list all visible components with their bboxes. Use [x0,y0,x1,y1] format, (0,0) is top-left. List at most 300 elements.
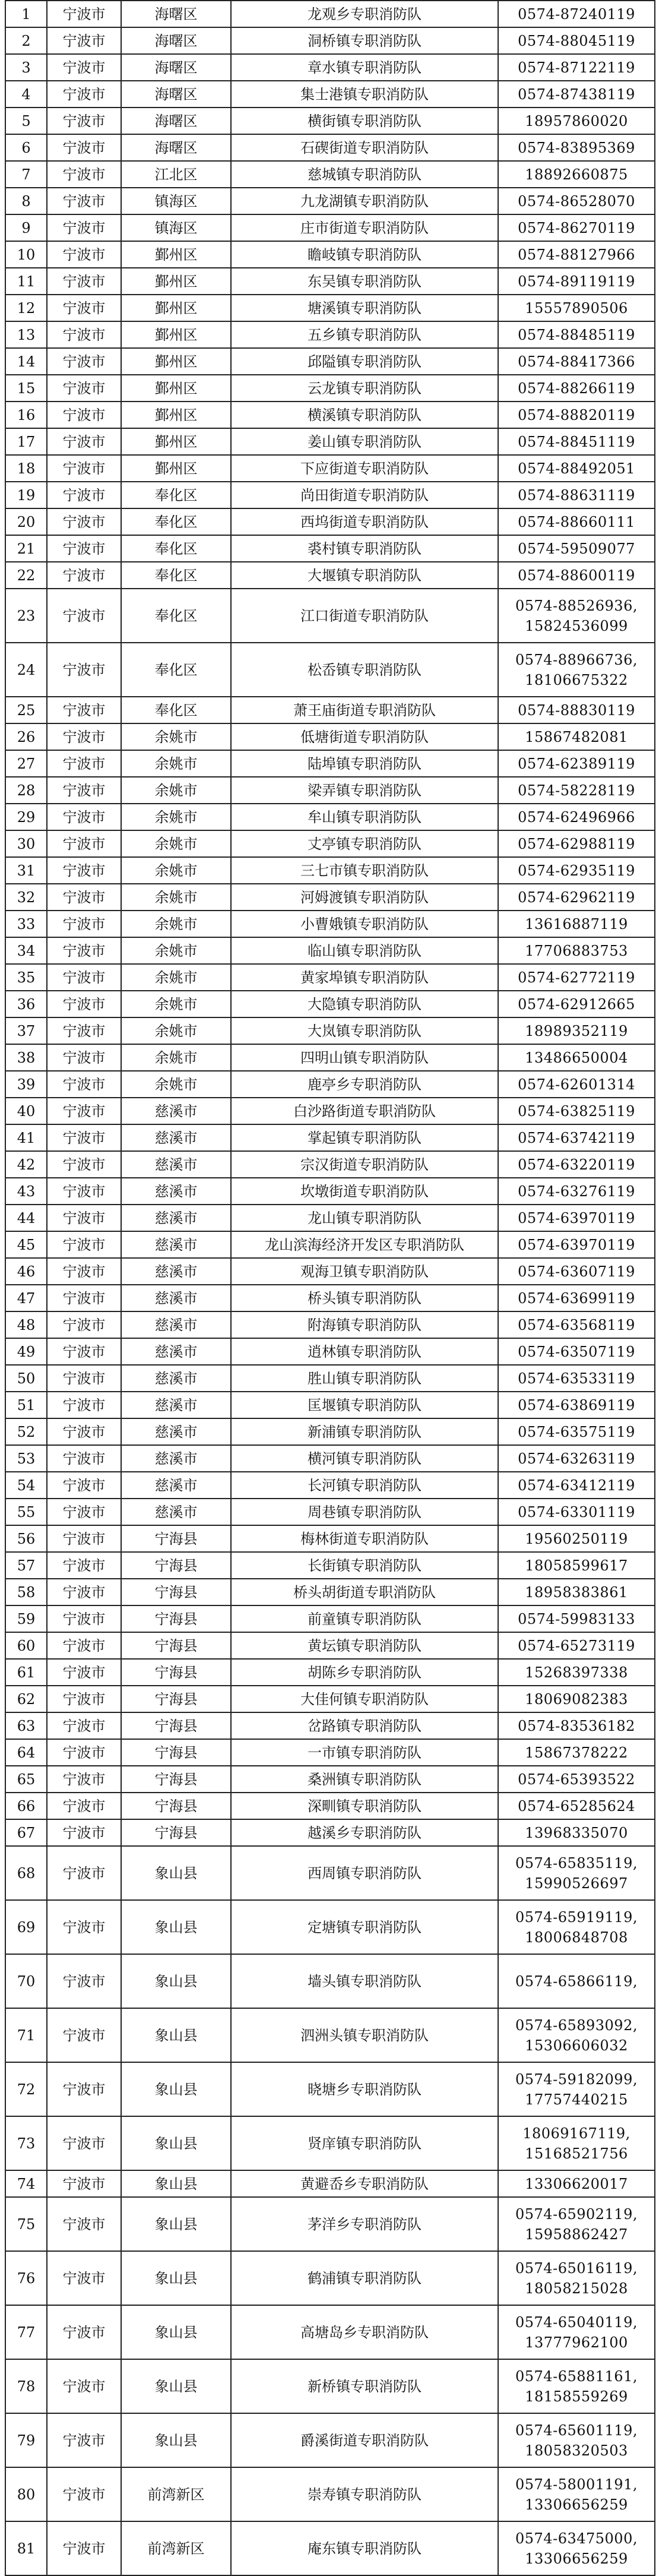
brigade-name-cell: 大隐镇专职消防队 [231,991,498,1017]
city-cell: 宁波市 [47,428,121,455]
city-cell: 宁波市 [47,535,121,562]
district-cell: 象山县 [121,2251,231,2305]
table-row [5,1659,655,1686]
phone-cell [498,455,655,482]
district-cell: 奉化区 [121,482,231,508]
phone-cell [498,1954,655,2008]
row-number-cell: 70 [5,1954,47,2008]
phone-cell [498,2467,655,2521]
brigade-name-cell: 附海镇专职消防队 [231,1311,498,1338]
table-row [5,508,655,535]
row-number-cell: 45 [5,1231,47,1258]
city-cell: 宁波市 [47,2251,121,2305]
phone-cell [498,1098,655,1124]
phone-cell [498,1392,655,1418]
phone-number: 0574-88966736, [515,651,638,668]
phone-cell [498,1846,655,1900]
brigade-name-cell: 临山镇专职消防队 [231,937,498,964]
phone-cell [498,804,655,830]
phone-number: 18958383861 [525,1583,628,1601]
table-row [5,54,655,81]
district-cell: 余姚市 [121,750,231,777]
row-number-cell: 56 [5,1525,47,1552]
city-cell: 宁波市 [47,508,121,535]
district-cell: 海曙区 [121,1,231,27]
phone-number: 0574-59983133 [518,1610,635,1627]
phone-number: 0574-63970119 [518,1236,635,1253]
city-cell: 宁波市 [47,1819,121,1846]
brigade-name-cell: 长街镇专职消防队 [231,1552,498,1579]
city-cell: 宁波市 [47,1311,121,1338]
phone-number: 18892660875 [525,166,628,183]
brigade-name-cell: 大佳何镇专职消防队 [231,1686,498,1712]
phone-cell [498,1632,655,1659]
city-cell: 宁波市 [47,1338,121,1365]
phone-cell [498,643,655,697]
row-number-cell: 80 [5,2467,47,2521]
brigade-name-cell: 龙观乡专职消防队 [231,1,498,27]
row-number-cell: 39 [5,1071,47,1098]
city-cell: 宁波市 [47,964,121,991]
brigade-name-cell: 胡陈乡专职消防队 [231,1659,498,1686]
district-cell: 余姚市 [121,857,231,884]
table-row [5,1178,655,1205]
row-number-cell: 71 [5,2008,47,2062]
phone-number: 17757440215 [525,2091,628,2108]
brigade-name-cell: 崇寿镇专职消防队 [231,2467,498,2521]
row-number-cell: 43 [5,1178,47,1205]
phone-number: 0574-65601119, [515,2422,638,2439]
phone-number: 0574-88045119 [518,32,635,49]
brigade-name-cell: 新浦镇专职消防队 [231,1418,498,1445]
row-number-cell: 15 [5,375,47,402]
phone-number: 0574-63263119 [518,1450,635,1467]
phone-cell [498,589,655,643]
table-row [5,1124,655,1151]
district-cell: 余姚市 [121,804,231,830]
table-row [5,1499,655,1525]
table-row [5,1365,655,1392]
row-number-cell: 5 [5,108,47,134]
phone-number: 0574-86528070 [518,192,635,210]
row-number-cell: 33 [5,911,47,937]
phone-number: 0574-87240119 [518,5,635,23]
phone-cell [498,2521,655,2575]
table-row [5,482,655,508]
table-row [5,643,655,697]
district-cell: 鄞州区 [121,375,231,402]
city-cell: 宁波市 [47,1579,121,1605]
phone-cell [498,81,655,108]
phone-cell [498,482,655,508]
phone-cell [498,27,655,54]
table-row [5,375,655,402]
city-cell: 宁波市 [47,1178,121,1205]
row-number-cell: 20 [5,508,47,535]
district-cell: 海曙区 [121,27,231,54]
city-cell: 宁波市 [47,2521,121,2575]
phone-cell [498,2359,655,2413]
phone-number: 15867378222 [525,1744,628,1761]
table-row [5,161,655,188]
row-number-cell: 12 [5,295,47,321]
row-number-cell: 13 [5,321,47,348]
phone-cell [498,375,655,402]
brigade-name-cell: 萧王庙街道专职消防队 [231,697,498,723]
phone-cell [498,2170,655,2197]
row-number-cell: 68 [5,1846,47,1900]
district-cell: 象山县 [121,2413,231,2467]
phone-number: 0574-62912665 [518,995,635,1013]
row-number-cell: 53 [5,1445,47,1472]
city-cell: 宁波市 [47,455,121,482]
phone-number: 0574-88485119 [518,326,635,343]
brigade-name-cell: 尚田街道专职消防队 [231,482,498,508]
phone-number: 18006848708 [525,1929,628,1946]
phone-number: 0574-59509077 [518,540,635,557]
brigade-name-cell: 庵东镇专职消防队 [231,2521,498,2575]
table-row [5,1954,655,2008]
table-row [5,589,655,643]
city-cell: 宁波市 [47,375,121,402]
phone-number: 0574-83895369 [518,139,635,156]
row-number-cell: 46 [5,1258,47,1285]
phone-number: 0574-63699119 [518,1289,635,1307]
district-cell: 宁海县 [121,1712,231,1739]
phone-number: 13616887119 [525,915,628,933]
phone-number: 13306656259 [525,2550,628,2567]
phone-number: 0574-62962119 [518,889,635,906]
city-cell: 宁波市 [47,1231,121,1258]
table-row [5,964,655,991]
city-cell: 宁波市 [47,1605,121,1632]
table-row [5,857,655,884]
district-cell: 海曙区 [121,108,231,134]
phone-number: 13306656259 [525,2496,628,2513]
district-cell: 慈溪市 [121,1258,231,1285]
brigade-name-cell: 下应街道专职消防队 [231,455,498,482]
table-row [5,241,655,268]
brigade-name-cell: 桑洲镇专职消防队 [231,1766,498,1793]
row-number-cell: 38 [5,1044,47,1071]
phone-number: 18058215028 [525,2280,628,2297]
city-cell: 宁波市 [47,723,121,750]
city-cell: 宁波市 [47,1686,121,1712]
brigade-name-cell: 梁弄镇专职消防队 [231,777,498,804]
phone-number: 18058599617 [525,1557,628,1574]
phone-cell [498,1311,655,1338]
phone-number: 0574-87122119 [518,59,635,76]
city-cell: 宁波市 [47,268,121,295]
table-row [5,535,655,562]
phone-number: 18069082383 [525,1690,628,1708]
phone-cell [498,1231,655,1258]
phone-number: 15990526697 [525,1875,628,1892]
table-row [5,1418,655,1445]
brigade-name-cell: 江口街道专职消防队 [231,589,498,643]
district-cell: 宁海县 [121,1659,231,1686]
brigade-name-cell: 爵溪街道专职消防队 [231,2413,498,2467]
district-cell: 余姚市 [121,723,231,750]
district-cell: 慈溪市 [121,1205,231,1231]
city-cell: 宁波市 [47,1071,121,1098]
table-row [5,1712,655,1739]
phone-number: 0574-63869119 [518,1396,635,1414]
district-cell: 宁海县 [121,1793,231,1819]
city-cell: 宁波市 [47,1205,121,1231]
phone-number: 0574-63220119 [518,1156,635,1173]
district-cell: 象山县 [121,2197,231,2251]
city-cell: 宁波市 [47,348,121,375]
table-row [5,2170,655,2197]
brigade-name-cell: 庄市街道专职消防队 [231,214,498,241]
table-row [5,991,655,1017]
district-cell: 鄞州区 [121,295,231,321]
table-row [5,295,655,321]
phone-cell [498,2251,655,2305]
city-cell: 宁波市 [47,161,121,188]
city-cell: 宁波市 [47,697,121,723]
district-cell: 前湾新区 [121,2467,231,2521]
table-row [5,1579,655,1605]
brigade-name-cell: 掌起镇专职消防队 [231,1124,498,1151]
brigade-name-cell: 洞桥镇专职消防队 [231,27,498,54]
phone-cell [498,1552,655,1579]
district-cell: 奉化区 [121,697,231,723]
row-number-cell: 29 [5,804,47,830]
district-cell: 鄞州区 [121,321,231,348]
city-cell: 宁波市 [47,1,121,27]
city-cell: 宁波市 [47,2305,121,2359]
fire-brigade-table [5,0,655,2576]
row-number-cell: 23 [5,589,47,643]
brigade-name-cell: 章水镇专职消防队 [231,54,498,81]
city-cell: 宁波市 [47,884,121,911]
district-cell: 慈溪市 [121,1285,231,1311]
table-row [5,2116,655,2170]
city-cell: 宁波市 [47,1659,121,1686]
city-cell: 宁波市 [47,830,121,857]
district-cell: 奉化区 [121,589,231,643]
brigade-name-cell: 龙山镇专职消防队 [231,1205,498,1231]
row-number-cell: 57 [5,1552,47,1579]
phone-number: 0574-88451119 [518,433,635,450]
row-number-cell: 27 [5,750,47,777]
district-cell: 象山县 [121,1846,231,1900]
district-cell: 余姚市 [121,991,231,1017]
table-row [5,268,655,295]
phone-cell [498,830,655,857]
brigade-name-cell: 姜山镇专职消防队 [231,428,498,455]
table-row [5,27,655,54]
brigade-name-cell: 河姆渡镇专职消防队 [231,884,498,911]
district-cell: 海曙区 [121,134,231,161]
district-cell: 慈溪市 [121,1365,231,1392]
phone-number: 0574-88492051 [518,460,635,477]
phone-cell [498,964,655,991]
table-body [5,1,655,2575]
phone-cell [498,1205,655,1231]
district-cell: 宁海县 [121,1686,231,1712]
phone-cell [498,348,655,375]
table-row [5,214,655,241]
table-row [5,1739,655,1766]
brigade-name-cell: 云龙镇专职消防队 [231,375,498,402]
city-cell: 宁波市 [47,2062,121,2116]
city-cell: 宁波市 [47,2008,121,2062]
phone-number: 0574-88830119 [518,701,635,719]
district-cell: 宁海县 [121,1766,231,1793]
brigade-name-cell: 鹤浦镇专职消防队 [231,2251,498,2305]
table-row [5,830,655,857]
district-cell: 镇海区 [121,214,231,241]
table-row [5,2413,655,2467]
phone-cell [498,268,655,295]
city-cell: 宁波市 [47,2170,121,2197]
table-row [5,1552,655,1579]
city-cell: 宁波市 [47,2467,121,2521]
brigade-name-cell: 墙头镇专职消防队 [231,1954,498,2008]
city-cell: 宁波市 [47,1632,121,1659]
row-number-cell: 40 [5,1098,47,1124]
phone-cell [498,1124,655,1151]
phone-number: 13306620017 [525,2175,628,2192]
table-row [5,1285,655,1311]
city-cell: 宁波市 [47,27,121,54]
district-cell: 象山县 [121,2008,231,2062]
table-row [5,2251,655,2305]
phone-number: 0574-88820119 [518,406,635,423]
brigade-name-cell: 晓塘乡专职消防队 [231,2062,498,2116]
phone-number: 15268397338 [525,1664,628,1681]
district-cell: 慈溪市 [121,1472,231,1499]
table-row [5,1686,655,1712]
row-number-cell: 35 [5,964,47,991]
phone-number: 0574-88417366 [518,353,635,370]
brigade-name-cell: 鹿亭乡专职消防队 [231,1071,498,1098]
brigade-name-cell: 黄家埠镇专职消防队 [231,964,498,991]
table-row [5,2197,655,2251]
phone-number: 15168521756 [525,2145,628,2162]
district-cell: 江北区 [121,161,231,188]
table-row [5,804,655,830]
brigade-name-cell: 前童镇专职消防队 [231,1605,498,1632]
district-cell: 鄞州区 [121,268,231,295]
table-row [5,1472,655,1499]
brigade-name-cell: 慈城镇专职消防队 [231,161,498,188]
table-row [5,2521,655,2575]
district-cell: 鄞州区 [121,428,231,455]
row-number-cell: 34 [5,937,47,964]
row-number-cell: 72 [5,2062,47,2116]
city-cell: 宁波市 [47,2197,121,2251]
city-cell: 宁波市 [47,1900,121,1954]
phone-number: 18158559269 [525,2388,628,2405]
district-cell: 慈溪市 [121,1124,231,1151]
phone-number: 0574-62935119 [518,862,635,879]
city-cell: 宁波市 [47,81,121,108]
district-cell: 余姚市 [121,911,231,937]
table-row [5,1311,655,1338]
phone-number: 18989352119 [525,1022,628,1039]
phone-number: 0574-65893092, [515,2016,638,2034]
phone-number: 0574-63825119 [518,1102,635,1120]
phone-cell [498,2008,655,2062]
city-cell: 宁波市 [47,750,121,777]
row-number-cell: 64 [5,1739,47,1766]
city-cell: 宁波市 [47,214,121,241]
row-number-cell: 60 [5,1632,47,1659]
city-cell: 宁波市 [47,1124,121,1151]
district-cell: 鄞州区 [121,402,231,428]
phone-number: 0574-62496966 [518,808,635,826]
phone-cell [498,214,655,241]
row-number-cell: 50 [5,1365,47,1392]
brigade-name-cell: 长河镇专职消防队 [231,1472,498,1499]
city-cell: 宁波市 [47,1392,121,1418]
phone-number: 13486650004 [525,1049,628,1066]
phone-cell [498,134,655,161]
phone-cell [498,1900,655,1954]
phone-cell [498,321,655,348]
brigade-name-cell: 丈亭镇专职消防队 [231,830,498,857]
row-number-cell: 9 [5,214,47,241]
table-row [5,777,655,804]
row-number-cell: 48 [5,1311,47,1338]
district-cell: 慈溪市 [121,1098,231,1124]
table-row [5,1766,655,1793]
district-cell: 宁海县 [121,1632,231,1659]
city-cell: 宁波市 [47,321,121,348]
brigade-name-cell: 胜山镇专职消防队 [231,1365,498,1392]
phone-cell [498,937,655,964]
brigade-name-cell: 匡堰镇专职消防队 [231,1392,498,1418]
brigade-name-cell: 茅洋乡专职消防队 [231,2197,498,2251]
phone-number: 0574-65902119, [515,2205,638,2223]
district-cell: 奉化区 [121,535,231,562]
brigade-name-cell: 贤庠镇专职消防队 [231,2116,498,2170]
table-row [5,188,655,214]
phone-cell [498,1793,655,1819]
phone-number: 0574-88660111 [518,513,635,530]
city-cell: 宁波市 [47,937,121,964]
brigade-name-cell: 裘村镇专职消防队 [231,535,498,562]
city-cell: 宁波市 [47,402,121,428]
phone-number: 0574-88631119 [518,486,635,504]
brigade-name-cell: 塘溪镇专职消防队 [231,295,498,321]
phone-number: 0574-63742119 [518,1129,635,1146]
table-row [5,1098,655,1124]
city-cell: 宁波市 [47,991,121,1017]
district-cell: 鄞州区 [121,348,231,375]
table-row [5,134,655,161]
phone-number: 0574-65919119, [515,1908,638,1926]
row-number-cell: 47 [5,1285,47,1311]
phone-cell [498,1044,655,1071]
phone-cell [498,428,655,455]
phone-cell [498,2197,655,2251]
district-cell: 宁海县 [121,1739,231,1766]
table-row [5,2467,655,2521]
brigade-name-cell: 邱隘镇专职消防队 [231,348,498,375]
table-row [5,1819,655,1846]
row-number-cell: 18 [5,455,47,482]
table-row [5,697,655,723]
phone-cell [498,1258,655,1285]
phone-cell [498,750,655,777]
row-number-cell: 31 [5,857,47,884]
phone-cell [498,1472,655,1499]
